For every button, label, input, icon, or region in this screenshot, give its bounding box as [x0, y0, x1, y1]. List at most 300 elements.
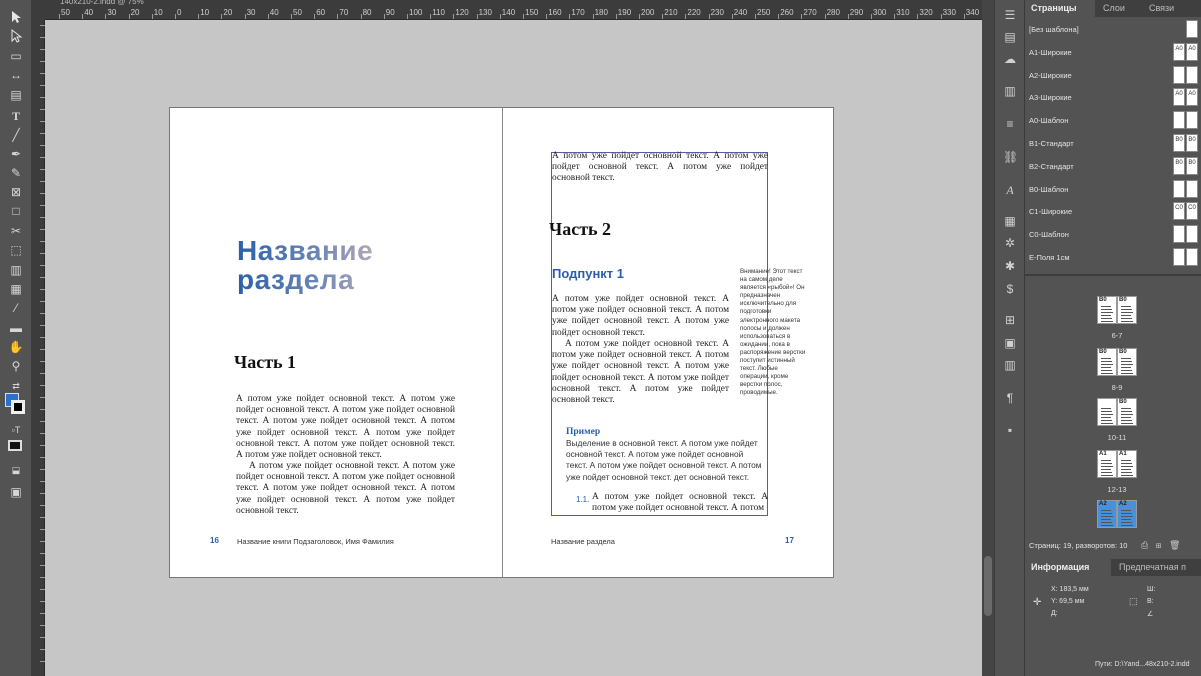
- master-thumbnail[interactable]: B0: [1173, 134, 1185, 152]
- master-thumbnail[interactable]: C0: [1186, 202, 1198, 220]
- ruler-label: 300: [873, 8, 887, 17]
- eyedropper-tool-icon[interactable]: ⁄: [14, 301, 17, 315]
- page-thumbnail[interactable]: [1097, 450, 1117, 478]
- master-name: В2-Стандарт: [1029, 161, 1074, 171]
- master-tag: B0: [1119, 297, 1127, 303]
- character-styles-icon[interactable]: A: [1006, 183, 1014, 197]
- master-item[interactable]: [1025, 155, 1201, 177]
- ruler-label: 130: [478, 8, 492, 17]
- thumbnail-line: [1121, 516, 1133, 517]
- note-tool-icon[interactable]: ▦: [10, 282, 22, 296]
- ruler-label: 60: [316, 8, 326, 17]
- thumbnail-line: [1121, 525, 1133, 526]
- ruler-tick: [778, 14, 779, 19]
- effects-icon[interactable]: ✱: [1004, 259, 1016, 273]
- apply-color-icon[interactable]: [8, 440, 22, 451]
- thumbnail-line: [1121, 358, 1131, 359]
- thumbnail-line: [1101, 361, 1112, 362]
- tools-panel: [0, 0, 32, 676]
- line-tool-icon[interactable]: ╱: [12, 128, 20, 142]
- page-16[interactable]: [169, 107, 502, 578]
- panel-icons-column: [994, 0, 1024, 676]
- subheading: Подпункт 1: [552, 266, 625, 281]
- pages-status: Страниц: 19, разворотов: 10: [1029, 541, 1128, 550]
- ruler-tick: [709, 14, 710, 19]
- master-thumbnail[interactable]: [1186, 248, 1198, 266]
- height-label: В:: [1147, 598, 1154, 605]
- spread-label: 8-9: [1111, 383, 1123, 392]
- thumbnail-line: [1101, 318, 1112, 319]
- running-footer: Название раздела: [551, 537, 615, 546]
- thumbnail-line: [1121, 414, 1133, 415]
- thumbnail-line: [1101, 315, 1111, 316]
- master-name: Е-Поля 1см: [1029, 253, 1070, 262]
- spread-label: 12-13: [1107, 485, 1127, 494]
- master-name: А3-Широкие: [1029, 93, 1072, 103]
- ruler-label: 190: [617, 8, 632, 17]
- ruler-label: 90: [385, 8, 395, 17]
- thumbnail-line: [1121, 519, 1131, 520]
- master-item[interactable]: [1025, 86, 1201, 108]
- example-heading: Пример: [566, 427, 601, 437]
- measure-tool-icon[interactable]: ▬: [10, 321, 22, 335]
- ruler-tick: [430, 14, 431, 19]
- ruler-label: 40: [84, 8, 94, 17]
- content-collector-icon[interactable]: ▤: [10, 88, 22, 102]
- master-name: С1-Широкие: [1029, 207, 1073, 217]
- master-tag: B0: [1119, 349, 1127, 355]
- export-icon[interactable]: ▣: [1004, 336, 1016, 350]
- ruler-tick: [801, 14, 802, 19]
- thumbnail-line: [1101, 463, 1112, 464]
- ruler-label: 220: [687, 8, 701, 17]
- tab-layers[interactable]: [1097, 0, 1131, 17]
- spread-thumbnail[interactable]: [1097, 398, 1137, 426]
- ruler-tick: [917, 14, 918, 19]
- page-17[interactable]: [502, 107, 834, 578]
- panel-divider[interactable]: [1025, 274, 1201, 276]
- master-item[interactable]: [1025, 246, 1201, 268]
- thumbnail-line: [1101, 370, 1112, 371]
- master-item[interactable]: [1025, 132, 1201, 154]
- links-icon[interactable]: ⛓: [1003, 150, 1019, 164]
- thumbnail-line: [1101, 408, 1111, 409]
- spread-label: 6-7: [1111, 331, 1123, 340]
- info-panel-tabs: [1025, 559, 1201, 576]
- rectangle-tool-icon[interactable]: □: [12, 204, 20, 218]
- gradient-icon[interactable]: ✲: [1004, 236, 1016, 250]
- master-thumbnail[interactable]: [1186, 20, 1198, 38]
- body-paragraph: А потом уже пойдет основной текст. А потом уже пойдет основной текст. А потом уже пойдет основной текст.: [552, 151, 768, 184]
- thumbnail-line: [1101, 469, 1111, 470]
- ruler-label: 270: [803, 8, 817, 17]
- ruler-label: 150: [525, 8, 539, 17]
- master-tag: A2: [1119, 501, 1127, 507]
- master-thumbnail[interactable]: [1173, 66, 1185, 84]
- tab-label: Информация: [1031, 562, 1090, 572]
- example-text: Выделение в основной текст. А потом уже пойдет основной текст. А потом уже пойдет основной текст. А потом уже пойдет основной текст. А потом уже пойдет основной текст. дет основной текст.: [566, 438, 762, 482]
- thumbnail-line: [1101, 411, 1112, 412]
- document-tab[interactable]: [32, 0, 982, 8]
- master-item[interactable]: [1025, 41, 1201, 63]
- body-paragraph: А потом уже пойдет основной текст. А потом уже пойдет основной текст. А потом уже пойдет основной текст. А потом уже пойдет основной текст. А потом уже пойдет основной текст. А потом уже пойдет основной текст.: [552, 339, 729, 406]
- menu-icon[interactable]: ☰: [1004, 8, 1016, 22]
- thumbnail-line: [1121, 423, 1133, 424]
- document-tab-title: 140x210-2.indd @ 75%: [60, 0, 144, 6]
- ruler-tick: [314, 14, 315, 19]
- ruler-label: 250: [757, 8, 771, 17]
- direct-selection-tool-icon[interactable]: [6, 29, 26, 45]
- pages-panel-icon[interactable]: ▤: [1004, 30, 1016, 44]
- ruler-tick: [616, 14, 617, 19]
- thumbnail-line: [1101, 309, 1112, 310]
- chapter-heading: Часть 2: [549, 219, 612, 239]
- thumbnail-line: [1101, 516, 1113, 517]
- ruler-tick: [546, 14, 547, 19]
- thumbnail-line: [1121, 475, 1133, 476]
- master-thumbnail[interactable]: B0: [1173, 157, 1185, 175]
- ruler-label: 200: [641, 8, 655, 17]
- thumbnail-line: [1121, 373, 1133, 374]
- page-thumbnail[interactable]: [1117, 500, 1137, 528]
- thumbnail-line: [1101, 373, 1113, 374]
- ruler-label: 280: [826, 8, 840, 17]
- page-thumbnail[interactable]: [1097, 398, 1117, 426]
- master-thumbnail[interactable]: [1173, 180, 1185, 198]
- ruler-label: 10: [200, 8, 210, 17]
- page-thumbnail[interactable]: [1117, 398, 1137, 426]
- thumbnail-line: [1101, 460, 1111, 461]
- ruler-label: 320: [919, 8, 933, 17]
- vertical-ruler[interactable]: [32, 20, 45, 676]
- master-thumbnail[interactable]: B0: [1186, 134, 1198, 152]
- scissors-tool-icon[interactable]: ✂: [10, 224, 22, 238]
- panel-tabs: [1025, 0, 1201, 17]
- page-tool-icon[interactable]: ▭: [10, 49, 22, 63]
- thumbnail-line: [1101, 472, 1112, 473]
- width-label: Ш:: [1147, 586, 1156, 593]
- master-thumbnail[interactable]: [1186, 111, 1198, 129]
- master-thumbnail[interactable]: [1186, 225, 1198, 243]
- ruler-label: 20: [130, 8, 140, 17]
- thumbnail-line: [1101, 519, 1111, 520]
- master-thumbnail[interactable]: A0: [1186, 43, 1198, 61]
- page-thumbnail[interactable]: [1117, 348, 1137, 376]
- master-item[interactable]: [1025, 178, 1201, 200]
- library-icon[interactable]: ▥: [1004, 358, 1016, 372]
- thumbnail-line: [1121, 367, 1131, 368]
- ruler-label: 70: [339, 8, 349, 17]
- properties-icon[interactable]: ▥: [1004, 84, 1016, 98]
- master-tag: A2: [1099, 501, 1107, 507]
- cc-libraries-icon[interactable]: ☁: [1004, 52, 1016, 66]
- master-name: А1-Широкие: [1029, 47, 1072, 57]
- ruler-label: 180: [594, 8, 608, 17]
- spread-label: 10-11: [1107, 433, 1127, 442]
- thumbnail-line: [1121, 469, 1131, 470]
- ruler-tick: [129, 14, 130, 19]
- spread-thumbnail[interactable]: [1097, 450, 1137, 478]
- chapter-heading: Часть 1: [234, 352, 297, 372]
- tab-pages[interactable]: [1025, 0, 1095, 17]
- master-name: В1-Стандарт: [1029, 139, 1074, 148]
- body-paragraph: А потом уже пойдет основной текст. А потом уже пойдет основной текст. А потом уже пойдет основной текст. А потом уже пойдет основной текст.: [552, 294, 729, 338]
- ruler-label: 210: [664, 8, 678, 17]
- master-item[interactable]: [1025, 18, 1201, 40]
- list-number: 1.1.: [576, 495, 590, 504]
- tab-label: Слои: [1103, 3, 1125, 13]
- stroke-icon[interactable]: $: [1006, 282, 1014, 296]
- master-tag: B0: [1119, 399, 1127, 405]
- ruler-origin[interactable]: [32, 8, 45, 20]
- thumbnail-line: [1121, 513, 1132, 514]
- thumbnail-line: [1121, 417, 1131, 418]
- master-thumbnail[interactable]: A0: [1173, 43, 1185, 61]
- ruler-tick: [198, 14, 199, 19]
- master-name: В0-Шаблон: [1029, 184, 1069, 194]
- section-title-line-1: Название: [237, 235, 374, 266]
- ruler-label: 310: [896, 8, 910, 17]
- ruler-label: 120: [455, 8, 469, 17]
- thumbnail-line: [1101, 525, 1113, 526]
- thumbnail-line: [1121, 370, 1132, 371]
- body-paragraph: А потом уже пойдет основной текст. А потом уже пойдет основной текст. А потом уже пойдет основной текст. А потом уже пойдет основной текст. А потом уже пойдет основной текст. А потом уже пойдет основной текст. А потом уже пойдет основной текст. А потом уже пойдет основной текст.: [236, 394, 455, 461]
- master-thumbnail[interactable]: B0: [1186, 157, 1198, 175]
- file-path: Пути: D:\Yand...48x210-2.indd: [1095, 661, 1190, 668]
- thumbnail-line: [1101, 312, 1113, 313]
- master-thumbnail[interactable]: [1186, 180, 1198, 198]
- thumbnail-line: [1101, 414, 1113, 415]
- ruler-tick: [384, 14, 385, 19]
- page-thumbnail[interactable]: [1097, 348, 1117, 376]
- vertical-scrollbar[interactable]: [982, 0, 994, 676]
- pages-panel-actions: [1141, 540, 1180, 551]
- ruler-tick: [152, 14, 153, 19]
- ruler-tick: [593, 14, 594, 19]
- ruler-label: 230: [710, 8, 724, 17]
- formatting-container-icon[interactable]: ▫T: [11, 425, 21, 435]
- ruler-label: 170: [571, 8, 585, 17]
- stroke-swatch[interactable]: [11, 400, 25, 414]
- section-title-line-2: раздела: [237, 264, 355, 295]
- thumbnail-line: [1101, 306, 1111, 307]
- ruler-tick: [941, 14, 942, 19]
- thumbnail-line: [1121, 411, 1132, 412]
- tab-info[interactable]: [1025, 559, 1111, 576]
- align-icon[interactable]: ⊞: [1004, 313, 1016, 327]
- ruler-tick: [361, 14, 362, 19]
- thumbnail-line: [1121, 306, 1131, 307]
- thumbnail-line: [1121, 472, 1132, 473]
- master-thumbnail[interactable]: [1173, 225, 1185, 243]
- ruler-tick: [964, 14, 965, 19]
- ruler-tick: [291, 14, 292, 19]
- thumbnail-line: [1121, 318, 1132, 319]
- section-title: [237, 236, 373, 294]
- master-thumbnail[interactable]: [1173, 111, 1185, 129]
- thumbnail-line: [1121, 315, 1131, 316]
- pages-panel: [1024, 0, 1200, 676]
- new-page-icon[interactable]: ⊞: [1155, 540, 1162, 550]
- type-tool-icon[interactable]: T: [11, 109, 20, 123]
- angle-icon: ∠: [1147, 611, 1154, 618]
- ruler-tick: [755, 14, 756, 19]
- x-coordinate: X: 183,5 мм: [1051, 586, 1089, 593]
- thumbnail-line: [1101, 513, 1112, 514]
- crosshair-icon: ✛: [1033, 597, 1042, 608]
- thumbnail-line: [1121, 309, 1132, 310]
- page-thumbnail[interactable]: [1097, 500, 1117, 528]
- tab-links[interactable]: [1143, 0, 1180, 17]
- ruler-tick: [825, 14, 826, 19]
- selection-tool-icon[interactable]: [6, 10, 26, 26]
- master-item[interactable]: [1025, 200, 1201, 222]
- ruler-label: 330: [942, 8, 956, 17]
- scrollbar-thumb[interactable]: [984, 556, 992, 616]
- thumbnail-line: [1121, 510, 1131, 511]
- ruler-tick: [569, 14, 570, 19]
- thumbnail-line: [1101, 417, 1111, 418]
- ruler-tick: [871, 14, 872, 19]
- thumbnail-line: [1101, 423, 1113, 424]
- layers-icon[interactable]: ≡: [1006, 117, 1014, 131]
- ruler-tick: [662, 14, 663, 19]
- gradient-tool-icon[interactable]: ▥: [10, 263, 22, 277]
- ruler-label: 30: [107, 8, 117, 17]
- master-thumbnail[interactable]: [1186, 66, 1198, 84]
- ruler-label: 290: [849, 8, 864, 17]
- ruler-label: 40: [269, 8, 279, 17]
- thumbnail-line: [1101, 475, 1113, 476]
- gap-tool-icon[interactable]: ↔: [10, 68, 22, 82]
- ruler-label: 240: [733, 8, 748, 17]
- thumbnail-line: [1101, 321, 1113, 322]
- zoom-tool-icon[interactable]: ⚲: [11, 359, 21, 373]
- master-item[interactable]: [1025, 64, 1201, 86]
- edit-page-size-icon[interactable]: ⎙: [1141, 540, 1149, 550]
- ruler-tick: [175, 14, 176, 19]
- thumbnail-line: [1121, 321, 1133, 322]
- thumbnail-line: [1121, 463, 1132, 464]
- master-tag: A1: [1099, 451, 1107, 457]
- spread-thumbnail[interactable]: [1097, 348, 1137, 376]
- normal-view-icon[interactable]: ▣: [10, 485, 22, 499]
- page-thumbnail[interactable]: [1117, 296, 1137, 324]
- ruler-tick: [639, 14, 640, 19]
- ruler-tick: [848, 14, 849, 19]
- master-thumbnail[interactable]: A0: [1186, 88, 1198, 106]
- ruler-label: 100: [409, 8, 423, 17]
- ruler-tick: [245, 14, 246, 19]
- master-item[interactable]: [1025, 223, 1201, 245]
- ruler-tick: [268, 14, 269, 19]
- rectangle-frame-tool-icon[interactable]: ⊠: [10, 185, 22, 199]
- ruler-tick: [523, 14, 524, 19]
- thumbnail-line: [1101, 420, 1112, 421]
- ruler-label: 50: [61, 8, 70, 17]
- ruler-label: 80: [362, 8, 372, 17]
- page-number: 17: [785, 536, 794, 545]
- master-tag: B0: [1099, 349, 1107, 355]
- thumbnail-line: [1101, 522, 1112, 523]
- spread-thumbnail[interactable]: [1097, 296, 1137, 324]
- ruler-tick: [221, 14, 222, 19]
- delete-page-icon[interactable]: 🗑: [1168, 540, 1181, 550]
- body-paragraph: А потом уже пойдет основной текст. А потом уже пойдет основной текст. А потом уже пойдет основной текст. А потом уже пойдет основной текст. А потом уже пойдет основной текст. А потом уже пойдет основной текст.: [236, 461, 455, 516]
- ruler-label: 50: [293, 8, 302, 17]
- swap-colors-icon[interactable]: ⇄: [12, 381, 20, 391]
- paragraph-icon[interactable]: ¶: [1006, 391, 1014, 405]
- pen-tool-icon[interactable]: ✒: [10, 147, 22, 161]
- ruler-tick: [500, 14, 501, 19]
- master-tag: B0: [1099, 297, 1107, 303]
- thumbnail-line: [1121, 408, 1131, 409]
- ruler-label: 30: [246, 8, 256, 17]
- y-coordinate: Y: 69,5 мм: [1051, 598, 1085, 605]
- ruler-label: 340: [965, 8, 980, 17]
- master-name: [Без шаблона]: [1029, 25, 1079, 34]
- screen-mode-icon[interactable]: ⬓: [11, 465, 21, 475]
- tab-label: Страницы: [1031, 3, 1077, 13]
- bounds-icon: ⬚: [1129, 596, 1138, 606]
- ruler-tick: [59, 14, 60, 19]
- ruler-label: 0: [177, 8, 182, 17]
- thumbnail-line: [1121, 364, 1133, 365]
- thumbnail-line: [1121, 420, 1132, 421]
- ruler-label: 110: [432, 8, 445, 17]
- ruler-tick: [685, 14, 686, 19]
- master-name: А2-Широкие: [1029, 70, 1072, 80]
- thumbnail-line: [1101, 466, 1113, 467]
- page-thumbnail[interactable]: [1097, 296, 1117, 324]
- thumbnail-line: [1101, 358, 1111, 359]
- margin-note: Внимание! Этот текст на самом деле является «рыбой»! Он предназначен исключительно для подготовки электронного макета полосы и должен использоваться в ожидании, пока в распоряжение верстки поступит истинный текст. Любые операции, кроме верстки полос, проводимые.: [740, 268, 806, 397]
- page-thumbnail[interactable]: [1117, 450, 1137, 478]
- ruler-label: 10: [153, 8, 163, 17]
- tab-label: Связи: [1149, 3, 1175, 13]
- ruler-tick: [732, 14, 733, 19]
- thumbnail-line: [1121, 312, 1133, 313]
- horizontal-ruler[interactable]: [45, 8, 982, 20]
- thumbnail-line: [1121, 466, 1133, 467]
- ruler-label: 160: [548, 8, 562, 17]
- master-thumbnail[interactable]: [1173, 248, 1185, 266]
- free-transform-tool-icon[interactable]: ⬚: [10, 243, 22, 257]
- ruler-tick: [337, 14, 338, 19]
- pencil-tool-icon[interactable]: ✎: [10, 166, 22, 180]
- thumbnail-line: [1121, 361, 1132, 362]
- list-item-text: А потом уже пойдет основной текст. А потом уже пойдет основной текст. А потом: [592, 492, 768, 514]
- color-icon[interactable]: ▪: [1007, 423, 1013, 437]
- master-item[interactable]: [1025, 109, 1201, 131]
- tab-preflight[interactable]: [1113, 559, 1192, 576]
- ruler-tick: [894, 14, 895, 19]
- master-thumbnail[interactable]: A0: [1173, 88, 1185, 106]
- thumbnail-line: [1121, 460, 1131, 461]
- master-name: А0-Шаблон: [1029, 116, 1069, 126]
- tab-label: Предпечатная п: [1119, 562, 1186, 572]
- spread-thumbnail[interactable]: [1097, 500, 1137, 528]
- hand-tool-icon[interactable]: ✋: [8, 340, 24, 354]
- thumbnail-line: [1101, 364, 1113, 365]
- master-name: С0-Шаблон: [1029, 230, 1069, 240]
- swatches-icon[interactable]: ▦: [1004, 214, 1016, 228]
- page-number: 16: [210, 536, 219, 545]
- master-thumbnail[interactable]: C0: [1173, 202, 1185, 220]
- distance-label: Д:: [1051, 610, 1058, 617]
- master-tag: A1: [1119, 451, 1127, 457]
- ruler-tick: [105, 14, 106, 19]
